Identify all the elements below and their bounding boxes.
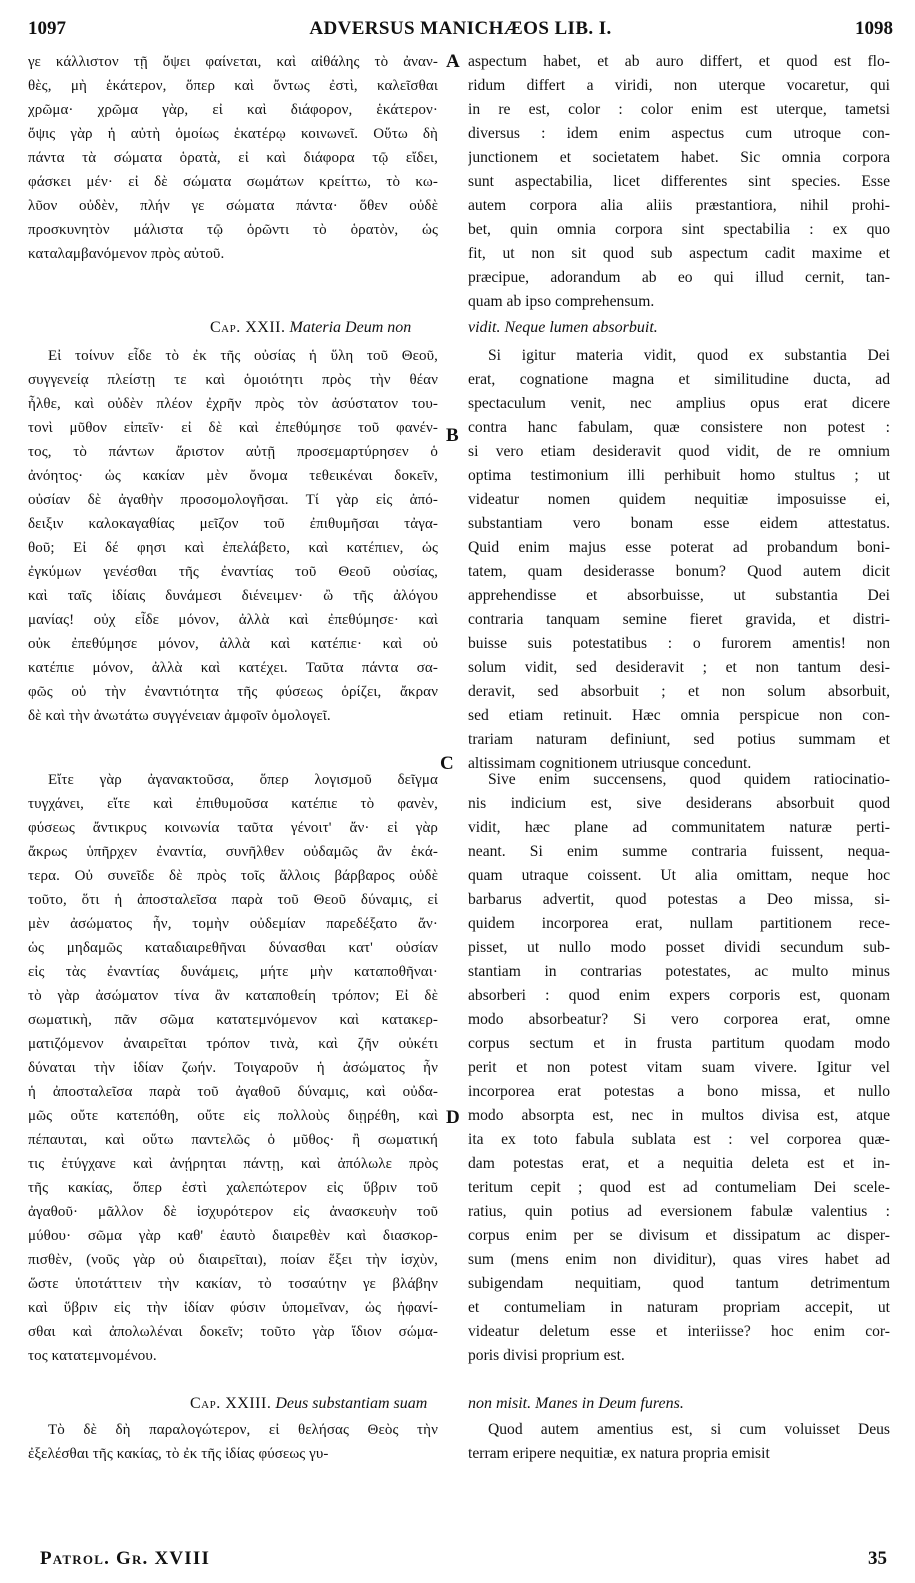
text-line: fit, ut non sit quod sub aspectum cadit maxime et [468, 245, 890, 262]
text-line: contra hanc fabulam, quæ consistere non potest : [468, 419, 890, 436]
text-line: οὐκ ἐπεθύμησε μόνον, ἀλλὰ καὶ κατέπιε· καὶ οὐ [28, 636, 438, 652]
chapter-22-title-part-a: Materia Deum non [289, 319, 412, 336]
text-line: δειξιν καλοκαγαθίας μεῖζον τοῦ ἐπιθυμῆσαι τἀγα- [28, 516, 438, 532]
text-line: teritum cepit ; quod est ad contumeliam Dei scele- [468, 1179, 890, 1196]
margin-letter-c: C [440, 753, 454, 774]
text-line: videatur nomen quidem nequitiæ imposuisse ei, [468, 491, 890, 508]
text-line: aspectum habet, et ab auro differt, et quod est flo- [468, 53, 890, 70]
text-line: Sive enim succensens, quod quidem ratiocinatio- [488, 771, 890, 788]
latin-column-section-1 [468, 50, 890, 314]
text-line: Si igitur materia vidit, quod ex substantia Dei [488, 347, 890, 364]
text-line: σωματικὴ, πᾶν σῶμα κατατεμνόμενον καὶ κατακερ- [28, 1012, 438, 1028]
text-line: deravit, sed absorbuit ; et non solum absorbuit, [468, 683, 890, 700]
chapter-23-heading-left [190, 1392, 427, 1416]
text-line: πάντα τὰ σώματα ὁρατὰ, εἰ καὶ διάφορα τῷ εἴδει, [28, 150, 438, 166]
text-line: προσκυνητὸν μάλιστα τῷ ὁρῶντι τὸ ὁρατὸν, ὡς [28, 222, 438, 238]
text-line: quam utraque coissent. Ut alia omittam, neque hoc [468, 867, 890, 884]
text-line: ὄψις γὰρ ἡ αὐτὴ ὁμοίως ἑκατέρῳ κοινωνεῖ. Οὕτω δὴ [28, 126, 438, 142]
chapter-22-heading-left [210, 316, 411, 340]
text-line: μῶς οὔτε κατεπόθη, οὔτε εἰς πολλοὺς διῃρέθη, καὶ [28, 1108, 438, 1124]
text-line: συγγενείᾳ πλείστῃ τε καὶ ὁμοιότητι πρὸς τὴν θέαν [28, 372, 438, 388]
text-line: tatem, quam desiderasse bonum? Quod autem dicit [468, 563, 890, 580]
text-line: ἐγκύμων γενέσθαι τῆς ἐναντίας τοῦ Θεοῦ οὐσίας, [28, 564, 438, 580]
text-line: substantiam vero bonam esse eidem attestatus. [468, 515, 890, 532]
text-line: perit et non potest vitam suam vivere. Igitur vel [468, 1059, 890, 1076]
text-line: sum (mens enim non dividitur), quas vires habet ad [468, 1251, 890, 1268]
latin-column-section-2 [468, 344, 890, 776]
text-line: pisset, ut nullo modo posset dividi secundum sub- [468, 939, 890, 956]
latin-column-section-4 [468, 1418, 890, 1466]
text-line: erat, cognatione magna et similitudine ducta, ad [468, 371, 890, 388]
text-line: modo absorbeatur? Si vero corporea erat, omne [468, 1011, 890, 1028]
text-line: σθαι καὶ ἀπολωλέναι δοκεῖν; τοῦτο γὰρ ἴδιον σώμα- [28, 1324, 438, 1340]
text-line: ματιζόμενον ἀναιρεῖται τρόπον τινὰ, καὶ ζῆν οὐκέτι [28, 1036, 438, 1052]
text-line: ὥστε ὑποτάττειν τὴν κακίαν, τὸ τοσαύτην γε βλάβην [28, 1276, 438, 1292]
text-line: contraria tanquam semine fieret gravida, et distri- [468, 611, 890, 628]
text-line: solum vidit, sed desideravit ; et non tantum desi- [468, 659, 890, 676]
chapter-23-title-part-b: non misit. Manes in Deum furens. [468, 1395, 684, 1412]
text-line: δύναται τὴν ἰδίαν ζωήν. Τοιγαροῦν ἡ ἀσώματος ἦν [28, 1060, 438, 1076]
text-line: nis indicium est, sive desiderans absorbuit quod [468, 795, 890, 812]
series-footer: Patrol. Gr. XVIII [40, 1548, 211, 1569]
text-line: δὲ καὶ τὴν ἀνωτάτω συγγένειαν ἀμφοῖν ὁμολογεῖ. [28, 708, 331, 724]
text-line: καὶ ὕβριν εἰς τὴν ἰδίαν φύσιν ὑπομεῖναν, ὡς ἠφανί- [28, 1300, 438, 1316]
chapter-23-title-part-a: Deus substantiam suam [275, 1395, 428, 1412]
text-line: εἰς τὰς ἐναντίας δυνάμεις, μήτε μὴν καταποθῆναι· [28, 964, 438, 980]
text-line: neant. Si enim summe contraria fuissent, nequa- [468, 843, 890, 860]
text-line: vidit, hæc plane ad communitatem naturæ perti- [468, 819, 890, 836]
text-line: κατέπιε μόνον, ἀλλὰ καὶ κατέχει. Ταῦτα πάντα σα- [28, 660, 438, 676]
text-line: γε κάλλιστον τῇ ὄψει φαίνεται, καὶ αἰθάλης τὸ ἀναν- [28, 54, 438, 70]
text-line: dam potestas erat, et a nequitia deleta est et in- [468, 1155, 890, 1172]
text-line: diversus : idem enim aspectus cum utroque con- [468, 125, 890, 142]
text-line: quidem incorporea erat, nullam partitionem rece- [468, 915, 890, 932]
page-number-left: 1097 [28, 18, 66, 39]
text-line: corpus enim per se divisum et dissipatum ac disper- [468, 1227, 890, 1244]
text-line: apprehendisse et absorbuisse, ut substantia Dei [468, 587, 890, 604]
text-line: καταλαμβανόμενον πρὸς αὐτοῦ. [28, 246, 225, 262]
text-line: τος, τὸ πάντων ἄριστον αὐτῇ προσεμαρτύρησεν ὁ [28, 444, 438, 460]
text-line: quam ab ipso comprehensum. [468, 293, 655, 310]
text-line: τονὶ μῦθον εἰπεῖν· εἰ δὲ καὶ ἐπεθύμησε τοῦ φανέν- [28, 420, 438, 436]
text-line: ἄκρως ὑπῆρχεν ἐναντία, συνῆλθεν οὐδαμῶς ἂν ἑκά- [28, 844, 438, 860]
text-line: spectaculum venit, nec amplius opus erat dicere [468, 395, 890, 412]
text-line: videatur deletum esse et interiisse? hoc enim cor- [468, 1323, 890, 1340]
text-line: πέπαυται, καὶ οὕτω παντελῶς ὁ μῦθος· ἢ σωματική [28, 1132, 438, 1148]
text-line: in re est, color : color enim est uterque, tametsi [468, 101, 890, 118]
text-line: μὲν ἀσώματος ἦν, τομὴν οὐδεμίαν παρεδέξατο ἄν· [28, 916, 438, 932]
text-line: πισθὲν, (νοῦς γὰρ οὐ διαιρεῖται), ποίαν ἕξει τὴν ἰσχὺν, [28, 1252, 438, 1268]
text-line: ita ex toto fabula sublata est : vel corporea quæ- [468, 1131, 890, 1148]
text-line: si vero etiam desideravit quod vidit, de re omnium [468, 443, 890, 460]
text-line: μύθου· σῶμα γὰρ καθ' ἑαυτὸ διαιρεθὲν καὶ διασκορ- [28, 1228, 438, 1244]
text-line: ὡς μηδαμῶς καταδιαιρεθῆναι δύνασθαι κατ' οὐσίαν [28, 940, 438, 956]
greek-column-section-2 [28, 344, 438, 728]
text-line: μανίας! οὐχ εἶδε μόνον, ἀλλὰ καὶ ἐπεθύμησε· καὶ [28, 612, 438, 628]
text-line: τος κατατεμνομένου. [28, 1348, 157, 1364]
text-line: φύσεως ἄντικρυς κοινωνία ταῦτα γένοιτ' ἄν· εἰ γὰρ [28, 820, 438, 836]
chapter-22-number: Cap. XXII. [210, 319, 286, 336]
text-line: et contumeliam in naturam propriam accepit, ut [468, 1299, 890, 1316]
text-line: bet, quin omnia corpora sint spectabilia : ex quo [468, 221, 890, 238]
chapter-22-heading-right [468, 316, 658, 340]
chapter-22-title-part-b: vidit. Neque lumen absorbuit. [468, 319, 658, 336]
latin-column-section-3 [468, 768, 890, 1368]
text-line: ἦλθε, καὶ οὐδὲν πλέον ἐχρῆν πρὸς τὸν ἀσύστατον του- [28, 396, 438, 412]
text-line: Quod autem amentius est, si cum voluisset Deus [488, 1421, 890, 1438]
text-line: Εἴτε γὰρ ἀγανακτοῦσα, ὅπερ λογισμοῦ δεῖγμα [48, 772, 438, 788]
running-header [28, 18, 893, 42]
text-line: terram eripere nequitiæ, ex natura propria emisit [468, 1445, 770, 1462]
text-line: φάσκει μέν· εἰ δὲ σώματα σωμάτων κρείττω, τὸ κω- [28, 174, 438, 190]
text-line: ridum differt a viridi, non uterque vocaretur, qui [468, 77, 890, 94]
text-line: Quid enim majus esse poterat ad probandum boni- [468, 539, 890, 556]
text-line: barbarus advertit, quod potestas a Deo missa, si- [468, 891, 890, 908]
text-line: χρῶμα· χρῶμα γὰρ, εἰ καὶ διάφορον, ἑκάτερον· [28, 102, 438, 118]
margin-letter-d: D [446, 1107, 460, 1128]
text-line: autem corpora alia aliis præstantiora, nihil prohi- [468, 197, 890, 214]
greek-column-section-1 [28, 50, 438, 266]
running-title: ADVERSUS MANICHÆOS LIB. I. [309, 18, 612, 39]
text-line: ἡ ἀποσταλεῖσα παρὰ τοῦ ἀγαθοῦ δύναμις, καὶ οὐδα- [28, 1084, 438, 1100]
text-line: buisse suis potestatibus : o furorem amentis! non [468, 635, 890, 652]
text-line: trariam naturam definiunt, sed potius summam et [468, 731, 890, 748]
text-line: corpus sectum et in frusta partitum quodam modo [468, 1035, 890, 1052]
text-line: præcipue, adorandum ab eo qui illud cernit, tan- [468, 269, 890, 286]
signature-mark: 35 [868, 1548, 887, 1569]
text-line: θοῦ; Εἰ δέ φησι καὶ ἐπελάβετο, καὶ κατέπιεν, ὡς [28, 540, 438, 556]
text-line: ἐξελέσθαι τῆς κακίας, τὸ ἐκ τῆς ἰδίας φύσεως γυ- [28, 1446, 329, 1462]
text-line: junctionem et societatem habet. Sic omnia corpora [468, 149, 890, 166]
text-line: τοῦτο, ὅτι ἡ ἀποσταλεῖσα παρὰ τοῦ Θεοῦ δύναμις, εἰ [28, 892, 438, 908]
text-line: λῦον οὐδὲν, πλήν γε σώματα πάντα· ὅθεν οὐδὲ [28, 198, 438, 214]
text-line: τυγχάνει, εἴτε καὶ ἐπιθυμοῦσα κατέπιε τὸ φανὲν, [28, 796, 438, 812]
greek-column-section-3 [28, 768, 438, 1368]
text-line: Τὸ δὲ δὴ παραλογώτερον, εἰ θελήσας Θεὸς τὴν [48, 1422, 438, 1438]
text-line: ratius, quin potius ad eversionem fabulæ valentius : [468, 1203, 890, 1220]
page-number-right: 1098 [855, 18, 893, 39]
text-line: καὶ ταῖς ἰδίαις δυνάμεσι διένειμεν· ὢ τῆς ἀλόγου [28, 588, 438, 604]
text-line: τις ἐτύγχανε καὶ ἀνῄρηται πάντῃ, καὶ ἀπόλωλε πρὸς [28, 1156, 438, 1172]
text-line: φῶς οὐ τὴν ἐναντιότητα τῆς φύσεως ὁρίζει, ἄκραν [28, 684, 438, 700]
text-line: ἀνόητος· ὡς κακίαν μὲν ὄνομα τεθεικέναι δοκεῖν, [28, 468, 438, 484]
text-line: subigendam nequitiam, quod tantum detrimentum [468, 1275, 890, 1292]
text-line: poris divisi proprium est. [468, 1347, 625, 1364]
chapter-23-number: Cap. XXIII. [190, 1395, 272, 1412]
text-line: τὸ γὰρ ἀσώματον τίνα ἂν καταποθείη τρόπον; Εἰ δὲ [28, 988, 438, 1004]
text-line: ἀγαθοῦ· μᾶλλον δὲ ἰσχυρότερον εἰς ἀνασκευὴν τοῦ [28, 1204, 438, 1220]
text-line: τῆς κακίας, ὅπερ ἐστὶ χαλεπώτερον εἰς ὕβριν τοῦ [28, 1180, 438, 1196]
text-line: absorberi : quod enim expers corporis est, quonam [468, 987, 890, 1004]
text-line: stantiam in contrarias potestates, ac multo minus [468, 963, 890, 980]
text-line: sunt aspectabilia, licet differentes sint species. Esse [468, 173, 890, 190]
text-line: modo absorpta est, nec in multos divisa est, atque [468, 1107, 890, 1124]
text-line: οὐσίαν δὲ ἀγαθὴν προσομολογῆσαι. Τί γὰρ εἰς ἀπό- [28, 492, 438, 508]
text-line: optima testimonium illi perhibuit homo stultus ; ut [468, 467, 890, 484]
text-line: θὲς, μὴ ἑκάτερον, ὅπερ καὶ ὄντως ἐστὶ, καλεῖσθαι [28, 78, 438, 94]
text-line: Εἰ τοίνυν εἶδε τὸ ἐκ τῆς οὐσίας ἡ ὕλη τοῦ Θεοῦ, [48, 348, 438, 364]
text-line: altissimam cognitionem utriusque concedunt. [468, 755, 752, 772]
text-line: τερα. Οὐ συνεῖδε δὲ πρὸς τοῖς ἄλλοις βάρβαρος οὐδὲ [28, 868, 438, 884]
chapter-23-heading-right [468, 1392, 684, 1416]
margin-letter-a: A [446, 51, 460, 72]
greek-column-section-4 [28, 1418, 438, 1466]
text-line: sed etiam retinuit. Hæc omnia perspicue non con- [468, 707, 890, 724]
text-line: incorporea erat potestas a bono missa, et nullo [468, 1083, 890, 1100]
margin-letter-b: B [446, 425, 459, 446]
